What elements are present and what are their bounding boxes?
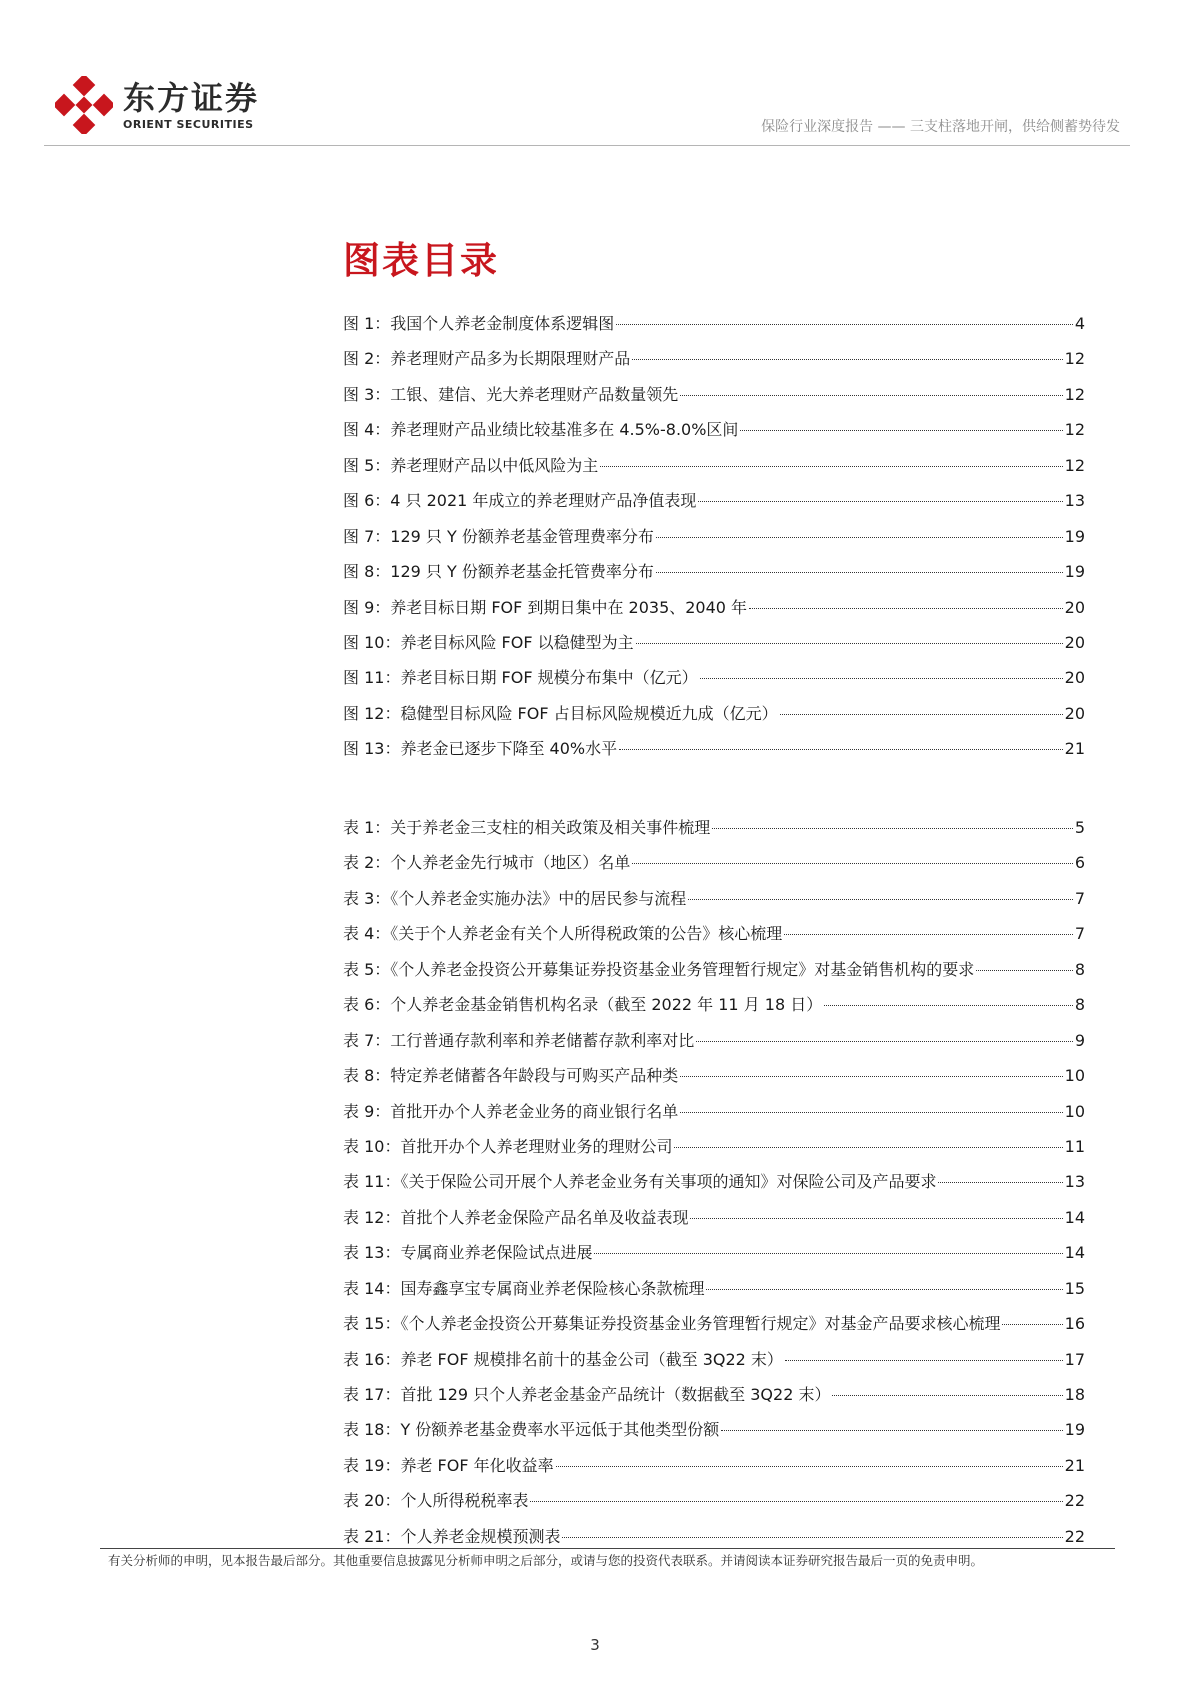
dot-leader [674, 1147, 1062, 1148]
toc-entry-label: 表 15：《个人养老金投资公开募集证券投资基金业务管理暂行规定》对基金产品要求核心梳理 [343, 1314, 1001, 1334]
logo-english-name: ORIENT SECURITIES [123, 118, 254, 131]
toc-table-entry[interactable] [343, 853, 1085, 888]
dot-leader [530, 1501, 1062, 1502]
toc-entry-label: 表 21：个人养老金规模预测表 [343, 1526, 561, 1546]
toc-entry-page: 20 [1064, 703, 1085, 723]
toc-entry-page: 4 [1074, 314, 1085, 333]
figure-list [343, 314, 1085, 775]
header-divider [44, 145, 1130, 146]
toc-entry-label: 图 2：养老理财产品多为长期限理财产品 [343, 349, 631, 369]
dot-leader [632, 863, 1073, 864]
toc-entry-page: 21 [1064, 1455, 1085, 1475]
toc-entry-label: 图 1：我国个人养老金制度体系逻辑图 [343, 314, 615, 333]
toc-entry-label: 表 9：首批开办个人养老金业务的商业银行名单 [343, 1101, 679, 1121]
toc-entry-label: 表 20：个人所得税税率表 [343, 1491, 529, 1511]
toc-figure-entry[interactable] [343, 668, 1085, 703]
toc-entry-label: 表 18：Y 份额养老基金费率水平远低于其他类型份额 [343, 1420, 720, 1440]
footer-disclaimer: 有关分析师的申明，见本报告最后部分。其他重要信息披露见分析师申明之后部分，或请与您的投资代表联系。并请阅读本证券研究报告最后一页的免责申明。 [108, 1553, 984, 1568]
toc-figure-entry[interactable] [343, 420, 1085, 455]
toc-table-entry[interactable] [343, 1031, 1085, 1066]
toc-table-entry[interactable] [343, 1102, 1085, 1137]
toc-entry-label: 表 17：首批 129 只个人养老金基金产品统计（数据截至 3Q22 末） [343, 1385, 831, 1404]
toc-entry-label: 表 6：个人养老金基金销售机构名录（截至 2022 年 11 月 18 日） [343, 995, 823, 1015]
toc-entry-page: 16 [1064, 1314, 1085, 1334]
dot-leader [785, 1360, 1063, 1361]
toc-entry-label: 图 5：养老理财产品以中低风险为主 [343, 455, 599, 475]
toc-table-entry[interactable] [343, 1208, 1085, 1243]
toc-table-entry[interactable] [343, 1350, 1085, 1385]
toc-figure-entry[interactable] [343, 739, 1085, 774]
page-number: 3 [590, 1636, 600, 1654]
toc-entry-label: 表 2：个人养老金先行城市（地区）名单 [343, 853, 631, 873]
toc-figure-entry[interactable] [343, 456, 1085, 491]
dot-leader [680, 1112, 1062, 1113]
dot-leader [749, 608, 1063, 609]
toc-figure-entry[interactable] [343, 349, 1085, 384]
toc-figure-entry[interactable] [343, 704, 1085, 739]
toc-entry-page: 6 [1074, 853, 1085, 873]
dot-leader [656, 572, 1063, 573]
dot-leader [619, 749, 1063, 750]
toc-entry-label: 图 10：养老目标风险 FOF 以稳健型为主 [343, 632, 634, 652]
toc-figure-entry[interactable] [343, 562, 1085, 597]
dot-leader [712, 828, 1073, 829]
toc-entry-page: 5 [1074, 818, 1085, 837]
toc-entry-page: 9 [1074, 1030, 1085, 1050]
toc-table-entry[interactable] [343, 889, 1085, 924]
toc-entry-label: 图 11：养老目标日期 FOF 规模分布集中（亿元） [343, 668, 698, 688]
dot-leader [688, 899, 1073, 900]
toc-entry-label: 表 12：首批个人养老金保险产品名单及收益表现 [343, 1207, 689, 1227]
toc-entry-label: 图 12：稳健型目标风险 FOF 占目标风险规模近九成（亿元） [343, 703, 778, 723]
toc-table-entry[interactable] [343, 1420, 1085, 1455]
dot-leader [938, 1182, 1062, 1183]
toc-table-entry[interactable] [343, 1172, 1085, 1207]
dot-leader [600, 466, 1062, 467]
report-header-title: 保险行业深度报告 —— 三支柱落地开闸，供给侧蓄势待发 [761, 119, 1120, 135]
toc-table-entry[interactable] [343, 924, 1085, 959]
toc-entry-page: 10 [1064, 1066, 1085, 1086]
toc-table-entry[interactable] [343, 1279, 1085, 1314]
dot-leader [1002, 1324, 1062, 1325]
dot-leader [556, 1466, 1063, 1467]
toc-entry-page: 14 [1064, 1243, 1085, 1263]
dot-leader [594, 1253, 1062, 1254]
toc-entry-label: 表 13：专属商业养老保险试点进展 [343, 1243, 593, 1263]
toc-entry-page: 11 [1064, 1136, 1085, 1156]
toc-entry-label: 图 8：129 只 Y 份额养老基金托管费率分布 [343, 562, 654, 582]
dot-leader [632, 359, 1062, 360]
toc-entry-label: 图 9：养老目标日期 FOF 到期日集中在 2035、2040 年 [343, 597, 748, 617]
toc-title: 图表目录 [343, 239, 499, 282]
toc-table-entry[interactable] [343, 995, 1085, 1030]
toc-entry-page: 14 [1064, 1207, 1085, 1227]
toc-table-entry[interactable] [343, 1243, 1085, 1278]
dot-leader [680, 395, 1062, 396]
toc-figure-entry[interactable] [343, 314, 1085, 349]
toc-entry-label: 表 7：工行普通存款利率和养老储蓄存款利率对比 [343, 1030, 695, 1050]
toc-table-entry[interactable] [343, 1137, 1085, 1172]
toc-entry-page: 22 [1064, 1491, 1085, 1511]
toc-entry-label: 表 8：特定养老储蓄各年龄段与可购买产品种类 [343, 1066, 679, 1086]
toc-entry-page: 15 [1064, 1278, 1085, 1298]
toc-entry-label: 图 6：4 只 2021 年成立的养老理财产品净值表现 [343, 491, 697, 511]
toc-entry-page: 18 [1064, 1385, 1085, 1404]
dot-leader [562, 1537, 1062, 1538]
toc-entry-label: 表 10：首批开办个人养老理财业务的理财公司 [343, 1136, 673, 1156]
logo-chinese-name: 东方证券 [123, 79, 260, 117]
toc-entry-page: 20 [1064, 597, 1085, 617]
toc-entry-label: 图 3：工银、建信、光大养老理财产品数量领先 [343, 384, 679, 404]
dot-leader [636, 643, 1063, 644]
dot-leader [740, 430, 1062, 431]
toc-table-entry[interactable] [343, 1385, 1085, 1420]
dot-leader [780, 714, 1063, 715]
toc-entry-page: 7 [1074, 924, 1085, 944]
toc-figure-entry[interactable] [343, 491, 1085, 526]
dot-leader [696, 1041, 1073, 1042]
toc-figure-entry[interactable] [343, 385, 1085, 420]
table-list [343, 818, 1085, 1562]
toc-entry-label: 表 3：《个人养老金实施办法》中的居民参与流程 [343, 888, 687, 908]
toc-entry-page: 19 [1064, 526, 1085, 546]
toc-table-entry[interactable] [343, 1456, 1085, 1491]
dot-leader [698, 501, 1062, 502]
toc-entry-label: 表 19：养老 FOF 年化收益率 [343, 1455, 554, 1475]
toc-entry-page: 12 [1064, 384, 1085, 404]
toc-entry-page: 22 [1064, 1526, 1085, 1546]
toc-entry-page: 21 [1064, 739, 1085, 759]
toc-table-entry[interactable] [343, 1314, 1085, 1349]
toc-entry-label: 表 16：养老 FOF 规模排名前十的基金公司（截至 3Q22 末） [343, 1349, 783, 1369]
toc-entry-page: 17 [1064, 1349, 1085, 1369]
dot-leader [616, 324, 1073, 325]
toc-entry-page: 19 [1064, 562, 1085, 582]
dot-leader [824, 1005, 1073, 1006]
toc-entry-page: 8 [1074, 995, 1085, 1015]
toc-entry-page: 13 [1064, 491, 1085, 511]
dot-leader [706, 1289, 1062, 1290]
toc-entry-page: 19 [1064, 1420, 1085, 1440]
dot-leader [680, 1076, 1062, 1077]
toc-entry-page: 8 [1074, 959, 1085, 979]
toc-entry-label: 图 13：养老金已逐步下降至 40%水平 [343, 739, 618, 759]
toc-entry-label: 表 14：国寿鑫享宝专属商业养老保险核心条款梳理 [343, 1278, 705, 1298]
dot-leader [700, 678, 1063, 679]
dot-leader [784, 934, 1073, 935]
dot-leader [656, 537, 1063, 538]
toc-entry-page: 20 [1064, 668, 1085, 688]
toc-table-entry[interactable] [343, 1066, 1085, 1101]
toc-entry-page: 12 [1064, 455, 1085, 475]
toc-entry-label: 图 4：养老理财产品业绩比较基准多在 4.5%-8.0%区间 [343, 420, 739, 440]
toc-entry-page: 10 [1064, 1101, 1085, 1121]
orient-securities-logo-icon [55, 76, 113, 134]
toc-entry-page: 7 [1074, 888, 1085, 908]
dot-leader [721, 1430, 1062, 1431]
toc-entry-page: 13 [1064, 1172, 1085, 1192]
toc-figure-entry[interactable] [343, 527, 1085, 562]
dot-leader [976, 970, 1073, 971]
toc-entry-label: 表 5：《个人养老金投资公开募集证券投资基金业务管理暂行规定》对基金销售机构的要求 [343, 959, 975, 979]
toc-figure-entry[interactable] [343, 633, 1085, 668]
footer-divider [100, 1548, 1115, 1549]
toc-entry-label: 表 4：《关于个人养老金有关个人所得税政策的公告》核心梳理 [343, 924, 783, 944]
toc-entry-label: 表 1：关于养老金三支柱的相关政策及相关事件梳理 [343, 818, 711, 837]
dot-leader [832, 1395, 1062, 1396]
toc-figure-entry[interactable] [343, 598, 1085, 633]
toc-entry-page: 20 [1064, 632, 1085, 652]
toc-entry-page: 12 [1064, 420, 1085, 440]
toc-entry-label: 图 7：129 只 Y 份额养老基金管理费率分布 [343, 526, 654, 546]
toc-table-entry[interactable] [343, 960, 1085, 995]
toc-entry-label: 表 11：《关于保险公司开展个人养老金业务有关事项的通知》对保险公司及产品要求 [343, 1172, 937, 1192]
toc-entry-page: 12 [1064, 349, 1085, 369]
toc-table-entry[interactable] [343, 818, 1085, 853]
company-logo [55, 76, 265, 138]
toc-table-entry[interactable] [343, 1491, 1085, 1526]
dot-leader [690, 1218, 1062, 1219]
